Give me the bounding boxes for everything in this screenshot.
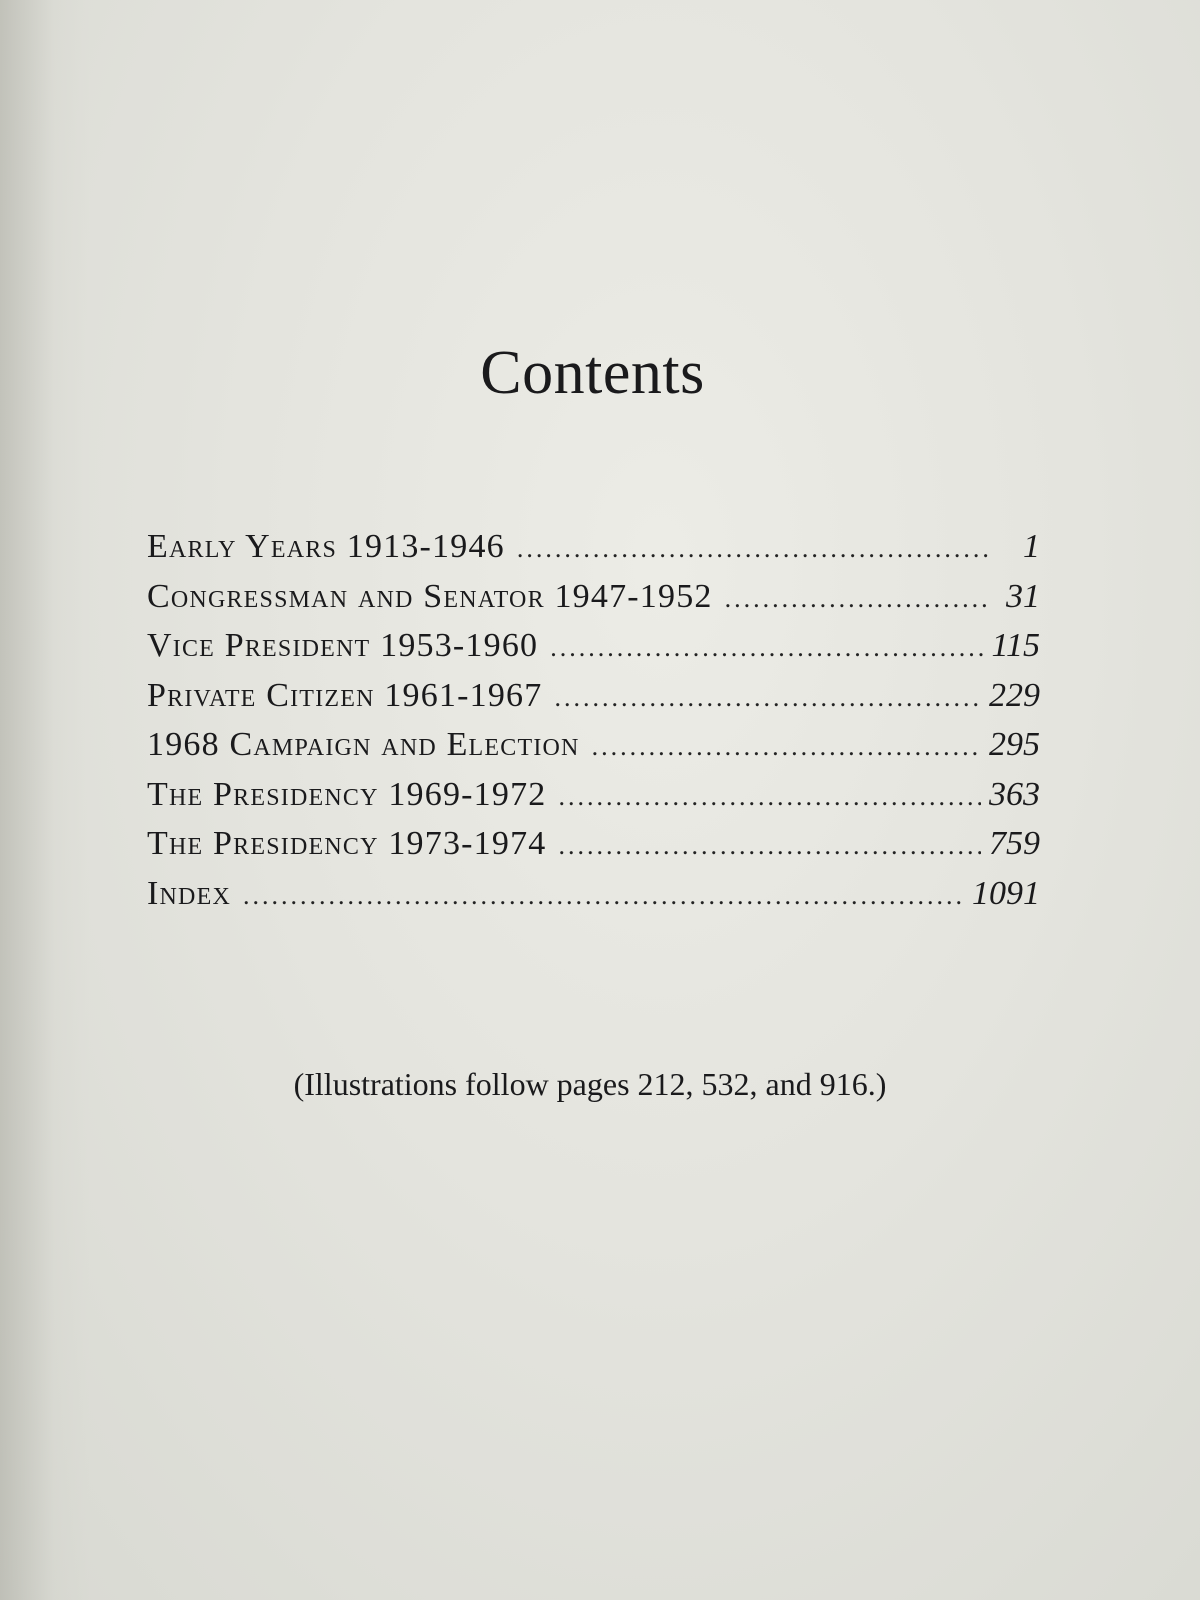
toc-entry	[147, 875, 1040, 925]
toc-entry-title: Congressman and Senator 1947-1952	[147, 577, 713, 615]
toc-entry	[147, 528, 1040, 578]
toc-entry-page: 295	[989, 726, 1040, 763]
toc-entry	[147, 627, 1040, 677]
toc-entry-title: Private Citizen 1961-1967	[147, 676, 543, 714]
toc-entry-page: 31	[1006, 577, 1040, 615]
dot-leader	[550, 633, 983, 663]
toc-entry	[147, 825, 1040, 875]
toc-entry-page: 759	[989, 825, 1040, 862]
toc-entry-title: Early Years 1913-1946	[147, 528, 505, 565]
toc-entry-title: Vice President 1953-1960	[147, 627, 539, 664]
toc-entry-page: 1091	[972, 874, 1040, 912]
toc-entry-page: 363	[989, 775, 1040, 813]
dot-leader	[558, 831, 981, 861]
toc-entry-page: 115	[991, 627, 1040, 664]
toc-entry-page: 1	[1023, 528, 1040, 565]
illustrations-note: (Illustrations follow pages 212, 532, and 916.)	[293, 1066, 887, 1102]
table-of-contents	[147, 528, 1040, 924]
dot-leader	[517, 534, 992, 564]
page-title: Contents	[480, 339, 705, 407]
dot-leader	[243, 881, 964, 911]
toc-entry-title: Index	[147, 874, 231, 912]
toc-entry-page: 229	[989, 676, 1040, 714]
toc-entry	[147, 776, 1040, 826]
dot-leader	[558, 782, 981, 812]
dot-leader	[554, 683, 981, 713]
toc-entry	[147, 578, 1040, 628]
toc-entry	[147, 726, 1040, 776]
toc-entry-title: 1968 Campaign and Election	[147, 726, 580, 763]
toc-entry-title: The Presidency 1969-1972	[147, 775, 547, 813]
toc-entry	[147, 677, 1040, 727]
dot-leader	[592, 732, 981, 762]
gutter-shadow	[0, 0, 90, 1600]
dot-leader	[725, 584, 992, 614]
toc-entry-title: The Presidency 1973-1974	[147, 825, 547, 862]
